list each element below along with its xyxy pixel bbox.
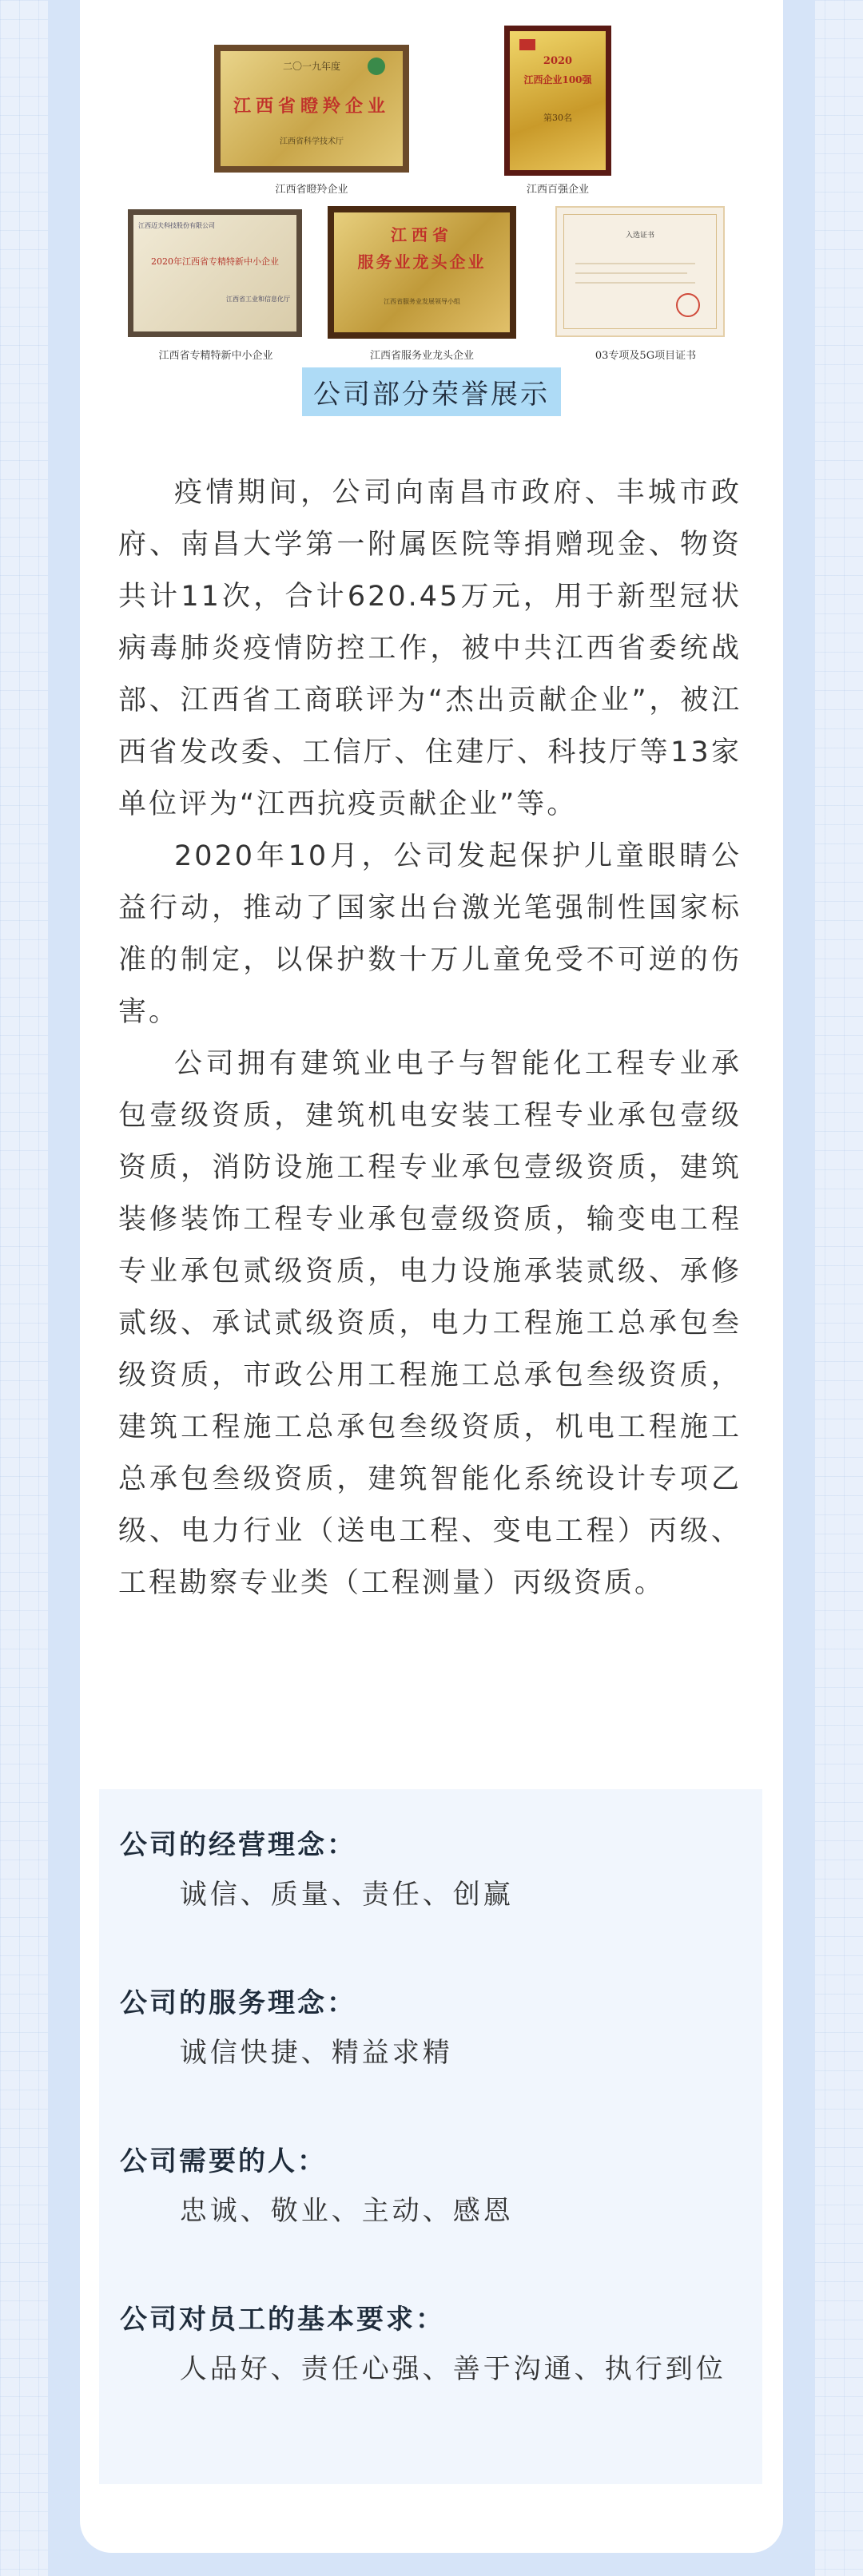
plaque-issuer-text: 第30名 <box>543 113 572 123</box>
plaque-caption: 03专项及5G项目证书 <box>595 350 697 362</box>
plaque-top100-enterprise <box>504 26 611 176</box>
honors-title-wrap <box>80 367 783 416</box>
plaque-main-text: 江西企业100强 <box>523 74 592 85</box>
paragraph-child-eye-protection: 2020年10月，公司发起保护儿童眼睛公益行动，推动了国家出台激光笔强制性国家标准的制定，以保护数十万儿童免受不可逆的伤害。 <box>118 840 742 1028</box>
honors-section <box>80 0 783 415</box>
value-text: 诚信、质量、责任、创赢 <box>179 1879 514 1911</box>
value-text: 忠诚、敬业、主动、感恩 <box>179 2195 514 2227</box>
content-card <box>80 0 783 2553</box>
plaque-issuer-text: 江西省科学技术厅 <box>280 137 344 146</box>
plaque-caption: 江西省瞪羚企业 <box>275 184 348 196</box>
paragraph-qualifications: 公司拥有建筑业电子与智能化工程专业承包壹级资质，建筑机电安装工程专业承包壹级资质，消防设施工程专业承包壹级资质，建筑装修装饰工程专业承包壹级资质，输变电工程专业承包贰级资质，电力设施承装贰级、承修贰级、承试贰级资质，电力工程施工总承包叁级资质，市政公用工程施工总承包叁级资质，建筑工程施工总承包叁级资质，机电工程施工总承包叁级资质，建筑智能化系统设计专项乙级、电力行业（送电工程、变电工程）丙级、工程勘察专业类（工程测量）丙级资质。 <box>118 1048 742 1599</box>
company-values-box <box>99 1789 762 2484</box>
plaque-main-text: 江西省瞪羚企业 <box>233 96 390 117</box>
plaque-logo-icon <box>368 58 385 75</box>
plaque-year-text: 2020 <box>543 55 573 67</box>
plaque-flag-icon <box>519 39 535 50</box>
plaque-5g-certificate <box>555 206 725 337</box>
plaque-company-text: 江西迈夫科技股份有限公司 <box>138 222 215 229</box>
honors-section-title: 公司部分荣誉展示 <box>302 367 561 416</box>
value-heading: 公司对员工的基本要求： <box>120 2304 445 2336</box>
plaque-main-text: 2020年江西省专精特新中小企业 <box>151 256 279 267</box>
paragraph-pandemic-donation: 疫情期间，公司向南昌市政府、丰城市政府、南昌大学第一附属医院等捐赠现金、物资共计11次，合计620.45万元，用于新型冠状病毒肺炎疫情防控工作，被中共江西省委统战部、江西省工商联评为“杰出贡献企业”，被江西省发改委、工信厅、住建厅、科技厅等13家单位评为“江西抗疫贡献企业”等。 <box>118 477 742 820</box>
plaque-service-leader <box>328 206 516 339</box>
plaque-issuer-text: 江西省服务业发展领导小组 <box>384 298 460 305</box>
plaque-province-text: 江西省 <box>391 225 453 244</box>
plaque-caption: 江西省服务业龙头企业 <box>369 350 474 362</box>
plaque-specialized-sme <box>128 209 302 337</box>
plaque-year-text: 二〇一九年度 <box>282 61 340 72</box>
plaque-main-text: 服务业龙头企业 <box>357 252 487 272</box>
plaque-caption: 江西百强企业 <box>526 184 589 196</box>
value-text: 诚信快捷、精益求精 <box>179 2037 453 2069</box>
value-text: 人品好、责任心强、善于沟通、执行到位 <box>179 2353 726 2385</box>
seal-icon <box>676 293 700 317</box>
plaque-issuer-text: 江西省工业和信息化厅 <box>226 296 290 303</box>
plaque-main-text: 入选证书 <box>625 232 654 240</box>
plaque-gazelle-enterprise <box>214 45 409 173</box>
plaque-caption: 江西省专精特新中小企业 <box>158 350 273 362</box>
value-heading: 公司需要的人： <box>120 2145 327 2177</box>
value-heading: 公司的经营理念： <box>120 1829 356 1861</box>
value-heading: 公司的服务理念： <box>120 1987 356 2019</box>
body-text <box>118 467 742 1610</box>
